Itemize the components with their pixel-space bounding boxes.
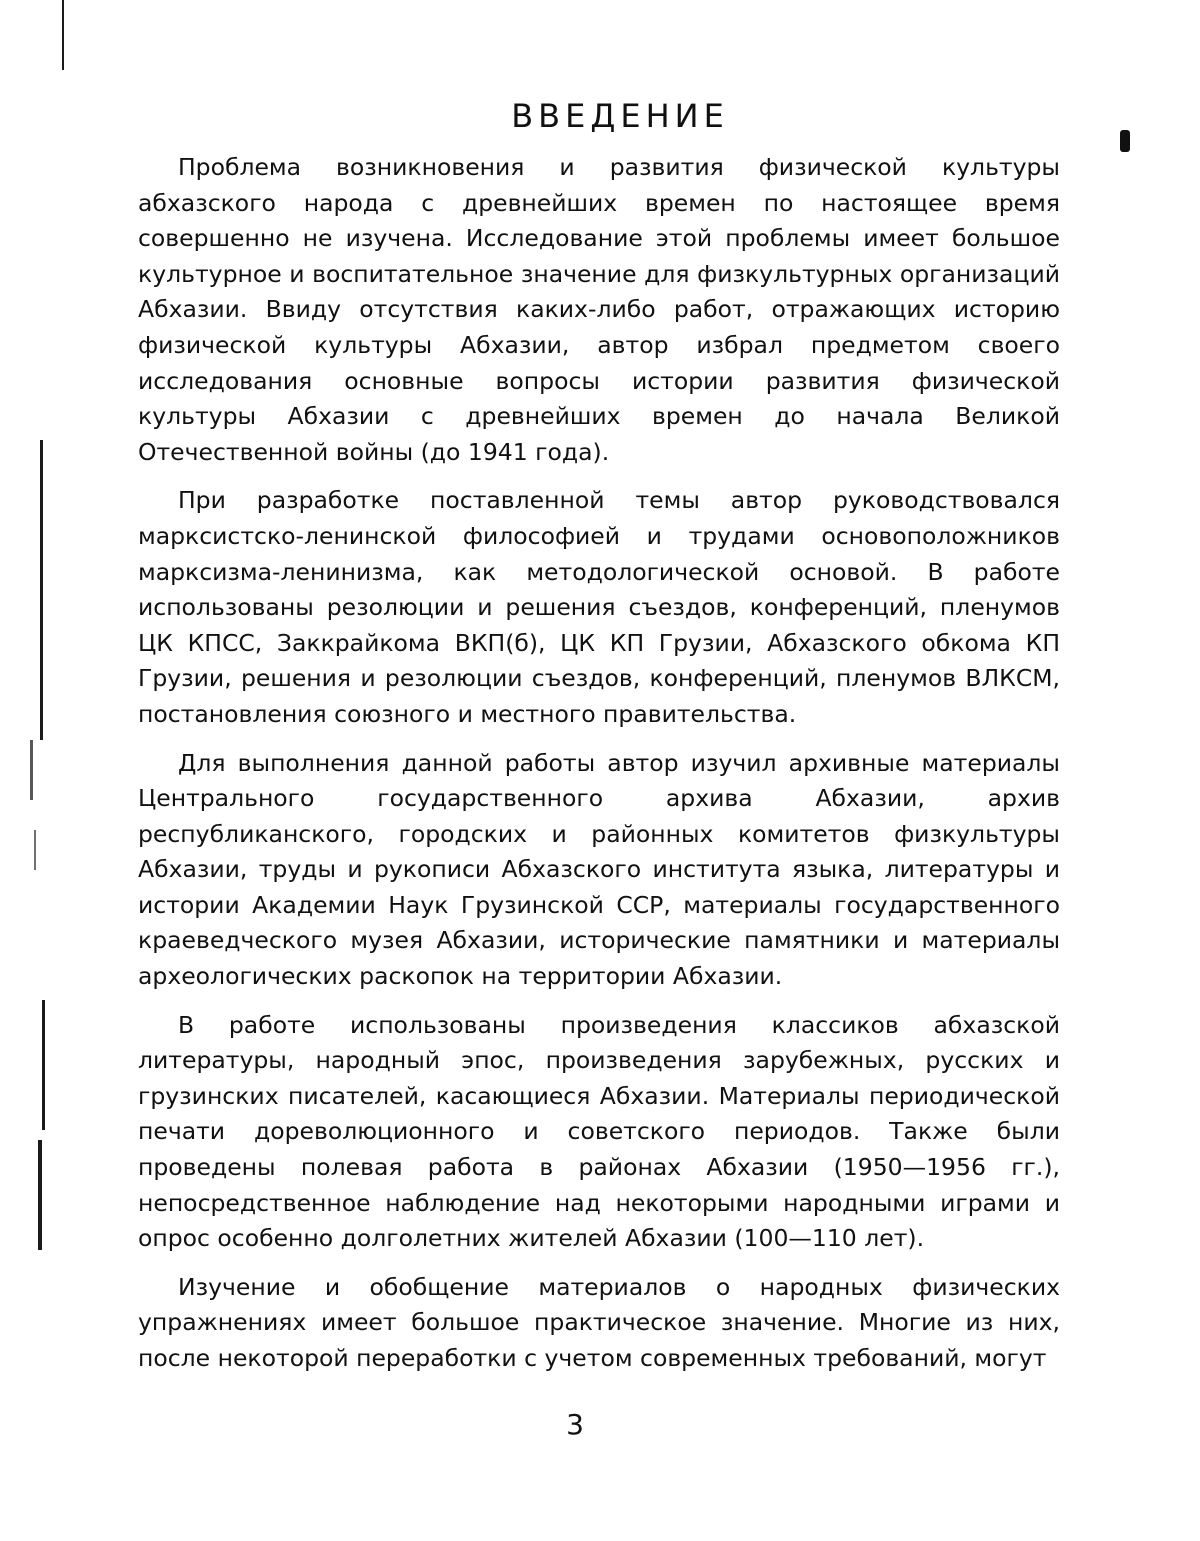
body-text [138, 150, 1060, 1390]
paragraph-5: Изучение и обобщение материалов о народных физических упражнениях имеет большое практическое значение. Многие из них, после некоторой переработки с учетом современных требований, могут [138, 1272, 1060, 1372]
scan-margin-line-left-lower [42, 1000, 45, 1130]
scan-speck-left-2 [34, 830, 36, 870]
paragraph-4: В работе использованы произведения классиков абхазской литературы, народный эпос, произведения зарубежных, русских и грузинских писателей, касающиеся Абхазии. Материалы периодической печати дореволюционного и советского периодов. Также были проведены полевая работа в районах Абхазии (1950—1956 гг.), непосредственное наблюдение над некоторыми народными играми и опрос особенно долголетних жителей Абхазии (100—110 лет). [138, 1010, 1060, 1253]
page-number: 3 [566, 1408, 584, 1441]
paragraph-3: Для выполнения данной работы автор изучил архивные материалы Центрального государственного архива Абхазии, архив республиканского, городских и районных комитетов физкультуры Абхазии, труды и рукописи Абхазского института языка, литературы и истории Академии Наук Грузинской ССР, материалы государственного краеведческого музея Абхазии, исторические памятники и материалы археологических раскопок на территории Абхазии. [138, 748, 1060, 991]
scan-margin-line-left-bottom [38, 1140, 42, 1250]
paragraph-2: При разработке поставленной темы автор руководствовался марксистско-ленинской философией и трудами основоположников марксизма-ленинизма, как методологической основой. В работе использованы резолюции и решения съездов, конференций, пленумов ЦК КПСС, Заккрайкома ВКП(б), ЦК КП Грузии, Абхазского обкома КП Грузии, решения и резолюции съездов, конференций, пленумов ВЛКСМ, постановления союзного и местного правительства. [138, 486, 1060, 728]
scan-margin-line-left [40, 440, 43, 740]
scan-speck-left-1 [30, 740, 33, 800]
scan-margin-line-top [62, 0, 64, 70]
paragraph-1: Проблема возникновения и развития физической культуры абхазского народа с древнейших времен по настоящее время совершенно не изучена. Исследование этой проблемы имеет большое культурное и воспитательное значение для физкультурных организаций Абхазии. Ввиду отсутствия каких-либо работ, отражающих историю физической культуры Абхазии, автор избрал предметом своего исследования основные вопросы истории развития физической культуры Абхазии с древнейших времен до начала Великой Отечественной войны (до 1941 года). [138, 153, 1060, 466]
page-title: ВВЕДЕНИЕ [511, 97, 729, 135]
